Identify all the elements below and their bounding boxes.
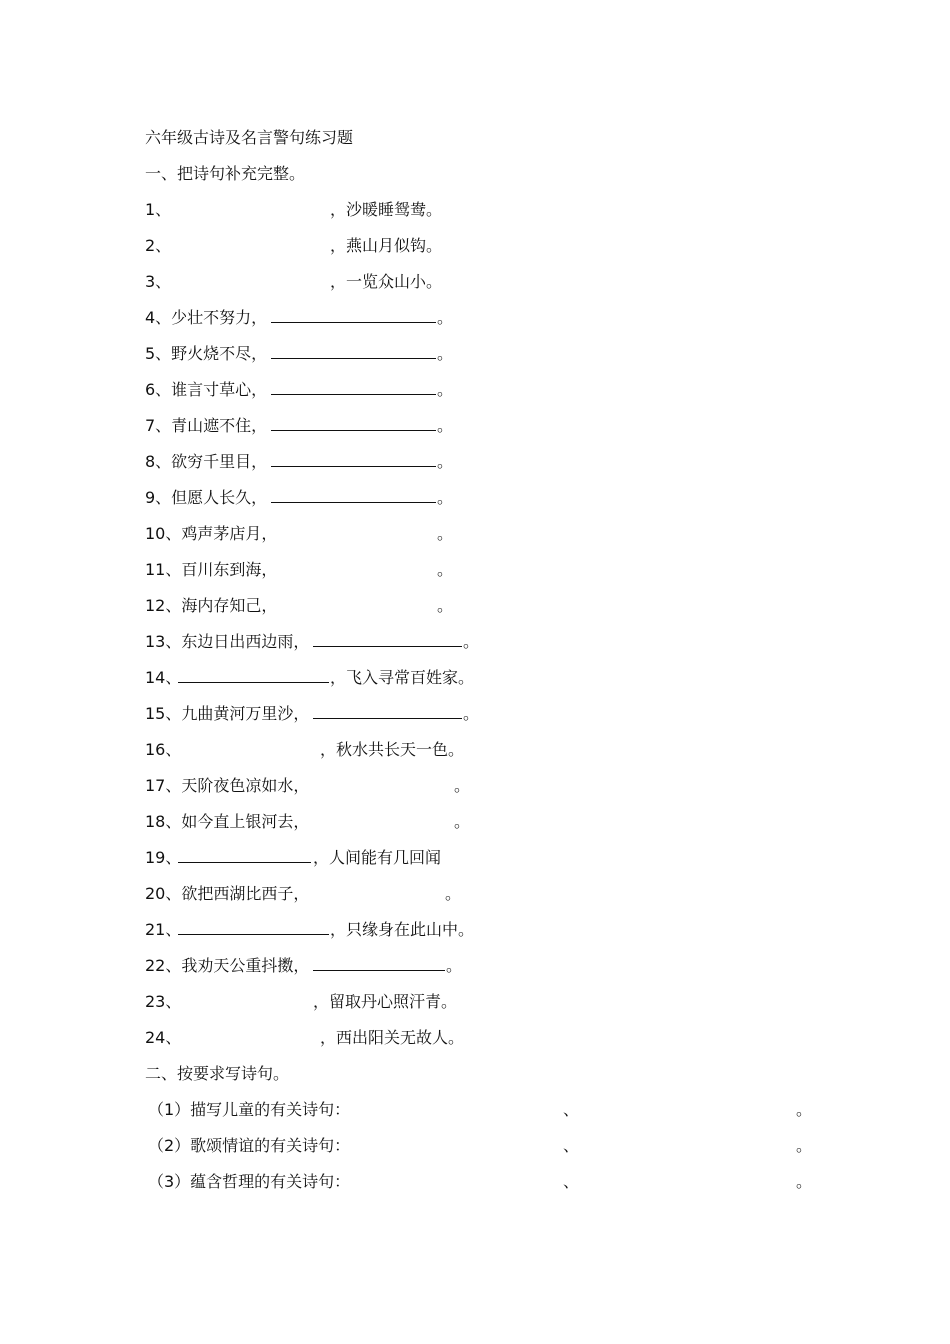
question-17-text: 17、天阶夜色凉如水， xyxy=(145,776,310,795)
question-9-answer-blank[interactable] xyxy=(271,486,436,503)
question-13-end: 。 xyxy=(463,632,480,651)
question-19-answer-blank[interactable] xyxy=(178,846,311,863)
question-9-end: 。 xyxy=(437,488,454,507)
question-13-text: 13、东边日出西边雨， xyxy=(145,632,310,651)
question-8-text: 8、欲穷千里目， xyxy=(145,452,268,471)
question-15-answer-blank[interactable] xyxy=(313,702,462,719)
question-10-text: 10、鸡声茅店月， xyxy=(145,524,278,543)
question-9-text: 9、但愿人长久， xyxy=(145,488,268,507)
question-12-text: 12、海内存知己， xyxy=(145,596,278,615)
question-14-number: 14、 xyxy=(145,668,182,687)
requirement-3-end: 。 xyxy=(796,1172,813,1191)
question-7-end: 。 xyxy=(437,416,454,435)
question-22-end: 。 xyxy=(446,956,463,975)
question-5-end: 。 xyxy=(437,344,454,363)
question-4-answer-blank[interactable] xyxy=(271,306,436,323)
section-2-heading: 二、按要求写诗句。 xyxy=(145,1064,290,1083)
question-23-text: ，留取丹心照汗青。 xyxy=(313,992,458,1011)
question-18-text: 18、如今直上银河去， xyxy=(145,812,310,831)
question-6-answer-blank[interactable] xyxy=(271,378,436,395)
question-14-text: ，飞入寻常百姓家。 xyxy=(330,668,475,687)
question-5-answer-blank[interactable] xyxy=(271,342,436,359)
question-15-text: 15、九曲黄河万里沙， xyxy=(145,704,310,723)
question-12-end: 。 xyxy=(437,596,454,615)
page-title: 六年级古诗及名言警句练习题 xyxy=(145,128,354,147)
question-3-text: ，一览众山小。 xyxy=(330,272,443,291)
requirement-1-separator: 、 xyxy=(563,1100,580,1119)
requirement-3-separator: 、 xyxy=(563,1172,580,1191)
requirement-2-end: 。 xyxy=(796,1136,813,1155)
question-8-answer-blank[interactable] xyxy=(271,450,436,467)
question-17-end: 。 xyxy=(454,776,471,795)
question-14-answer-blank[interactable] xyxy=(178,666,329,683)
question-11-text: 11、百川东到海， xyxy=(145,560,278,579)
question-15-end: 。 xyxy=(463,704,480,723)
question-11-end: 。 xyxy=(437,560,454,579)
requirement-1-end: 。 xyxy=(796,1100,813,1119)
question-7-text: 7、青山遮不住， xyxy=(145,416,268,435)
question-5-text: 5、野火烧不尽， xyxy=(145,344,268,363)
question-20-text: 20、欲把西湖比西子， xyxy=(145,884,310,903)
question-13-answer-blank[interactable] xyxy=(313,630,462,647)
question-4-text: 4、少壮不努力， xyxy=(145,308,268,327)
question-1-number: 1、 xyxy=(145,200,172,219)
question-16-text: ，秋水共长天一色。 xyxy=(320,740,465,759)
question-6-text: 6、谁言寸草心， xyxy=(145,380,268,399)
question-20-end: 。 xyxy=(445,884,462,903)
question-3-number: 3、 xyxy=(145,272,172,291)
question-21-answer-blank[interactable] xyxy=(178,918,329,935)
question-19-number: 19、 xyxy=(145,848,182,867)
question-2-number: 2、 xyxy=(145,236,172,255)
requirement-3-label: （3）蕴含哲理的有关诗句： xyxy=(148,1172,351,1191)
question-4-end: 。 xyxy=(437,308,454,327)
question-24-number: 24、 xyxy=(145,1028,182,1047)
question-6-end: 。 xyxy=(437,380,454,399)
question-16-number: 16、 xyxy=(145,740,182,759)
requirement-2-separator: 、 xyxy=(563,1136,580,1155)
question-7-answer-blank[interactable] xyxy=(271,414,436,431)
question-18-end: 。 xyxy=(454,812,471,831)
question-1-text: ，沙暖睡鸳鸯。 xyxy=(330,200,443,219)
question-8-end: 。 xyxy=(437,452,454,471)
question-21-number: 21、 xyxy=(145,920,182,939)
requirement-1-label: （1）描写儿童的有关诗句： xyxy=(148,1100,351,1119)
question-21-text: ，只缘身在此山中。 xyxy=(330,920,475,939)
question-22-answer-blank[interactable] xyxy=(313,954,445,971)
section-1-heading: 一、把诗句补充完整。 xyxy=(145,164,306,183)
question-2-text: ，燕山月似钩。 xyxy=(330,236,443,255)
question-19-text: ，人间能有几回闻 xyxy=(313,848,442,867)
question-22-text: 22、我劝天公重抖擞， xyxy=(145,956,310,975)
question-23-number: 23、 xyxy=(145,992,182,1011)
requirement-2-label: （2）歌颂情谊的有关诗句： xyxy=(148,1136,351,1155)
question-24-text: ，西出阳关无故人。 xyxy=(320,1028,465,1047)
question-10-end: 。 xyxy=(437,524,454,543)
